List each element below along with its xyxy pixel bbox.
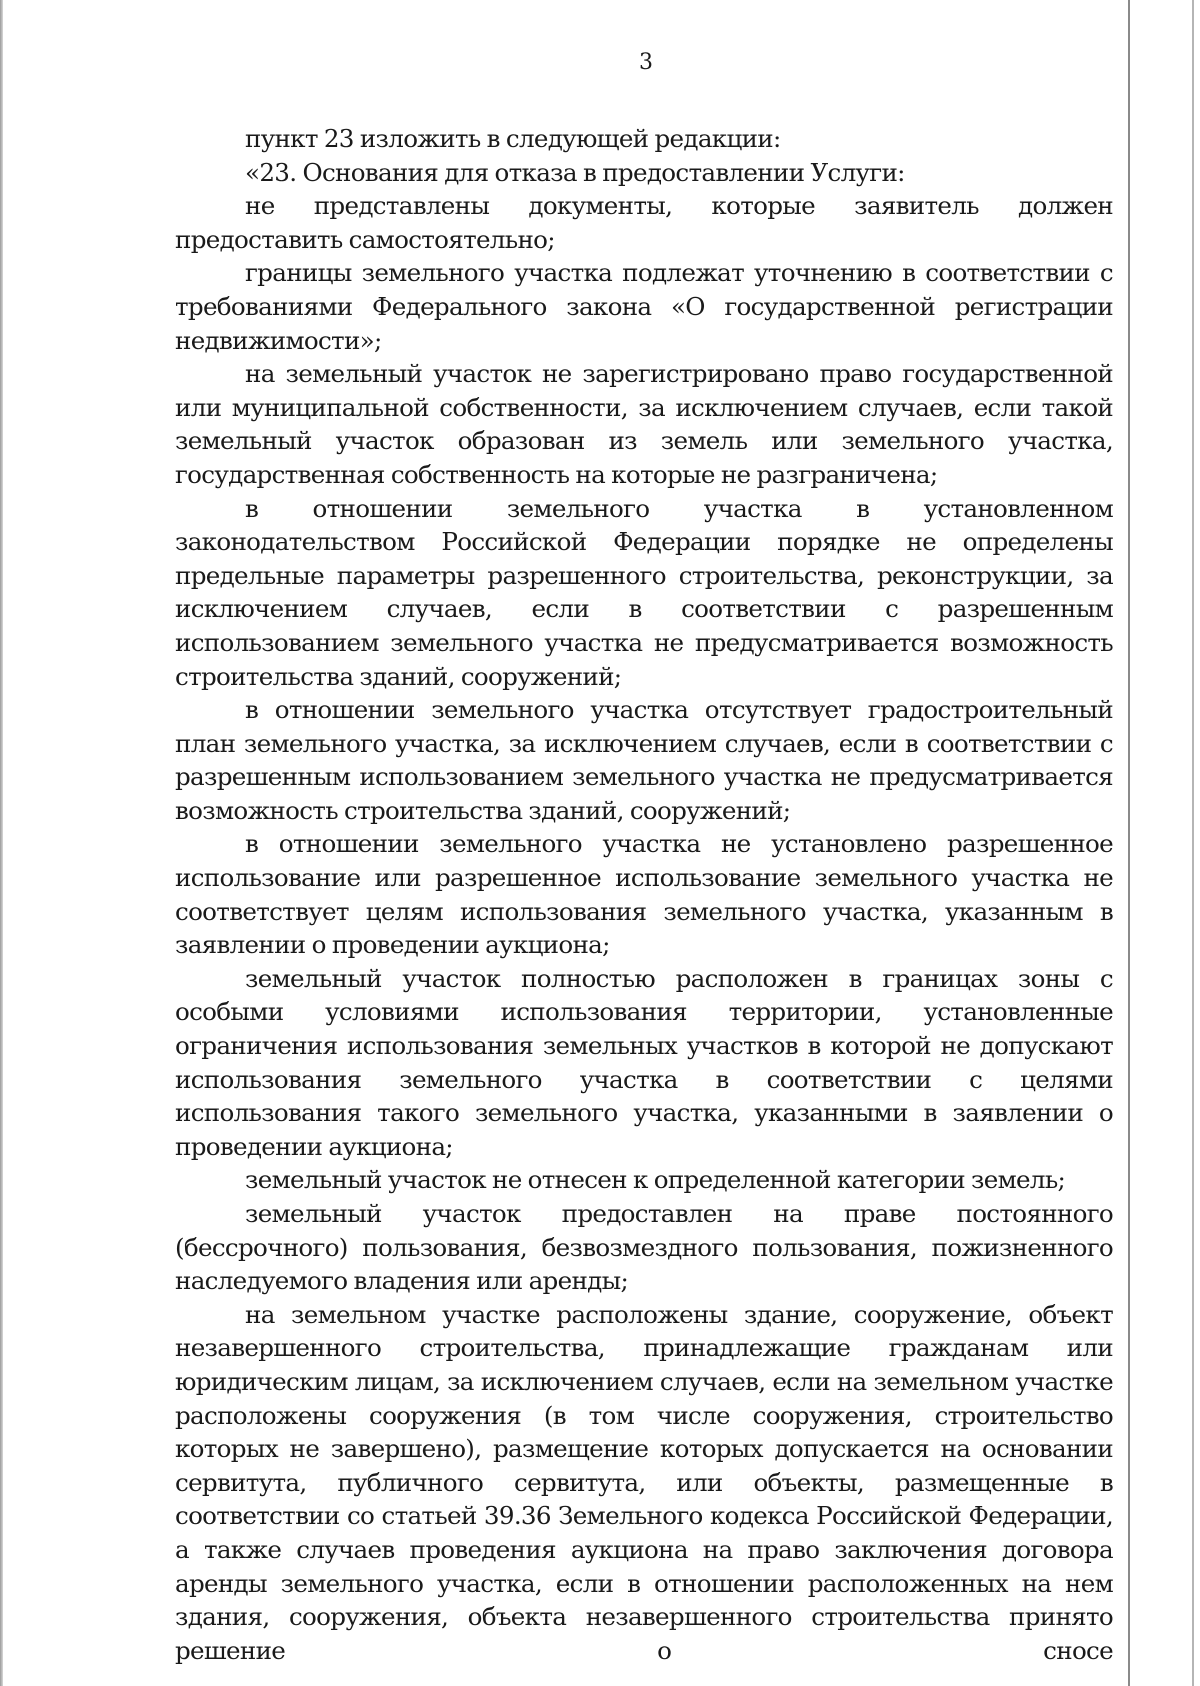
paragraph-ownership: на земельный участок не зарегистрировано право государственной или муниципальной собственности, за исключением случаев, если такой земельный участок образован из земель или земельного участка, государственная собственность на которые не разграничена; (175, 359, 1113, 489)
paragraph-documents: не представлены документы, которые заявитель должен предоставить самостоятельно; (175, 191, 1113, 254)
paragraph-land-rights: земельный участок предоставлен на праве постоянного (бессрочного) пользования, безвозмездного пользования, пожизненного наследуемого владения или аренды; (175, 1199, 1113, 1296)
paragraph-intro: пункт 23 изложить в следующей редакции: (245, 124, 781, 153)
document-body (175, 122, 1113, 1667)
page-number: 3 (639, 50, 653, 75)
paragraph-special-zone: земельный участок полностью расположен в границах зоны с особыми условиями использования территории, установленные ограничения использования земельных участков в которой не допускают использования земельного участка в соответствии с целями использования такого земельного участка, указанными в заявлении о проведении аукциона; (175, 963, 1113, 1161)
paragraph-boundaries: границы земельного участка подлежат уточнению в соответствии с требованиями Федерального закона «О государственной регистрации недвижимости»; (175, 258, 1113, 355)
paragraph-permitted-use: в отношении земельного участка не установлено разрешенное использование или разрешенное использование земельного участка не соответствует целям использования земельного участка, указанным в заявлении о проведении аукциона; (175, 829, 1113, 960)
paragraph-urban-plan: в отношении земельного участка отсутствует градостроительный план земельного участка, за исключением случаев, если в соответствии с разрешенным использованием земельного участка не предусматривается возможность строительства зданий, сооружений; (175, 695, 1113, 825)
paragraph-construction-params: в отношении земельного участка в установленном законодательством Российской Федерации порядке не определены предельные параметры разрешенного строительства, реконструкции, за исключением случаев, если в соответствии с разрешенным использованием земельного участка не предусматривается возможность строительства зданий, сооружений; (175, 493, 1113, 691)
paragraph-buildings: на земельном участке расположены здание, сооружение, объект незавершенного строительства, принадлежащие гражданам или юридическим лицам, за исключением случаев, если на земельном участке расположены сооружения (в том числе сооружения, строительство которых не завершено), размещение которых допускается на основании сервитута, публичного сервитута, или объекты, размещенные в соответствии со статьей 39.36 Земельного кодекса Российской Федерации, а также случаев проведения аукциона на право заключения договора аренды земельного участка, если в отношении расположенных на нем здания, сооружения, объекта незавершенного строительства принято решение о сносе (175, 1299, 1113, 1665)
scan-edge-left (0, 0, 3, 1686)
scan-edge-right-outer (1192, 0, 1194, 1686)
paragraph-heading-23: «23. Основания для отказа в предоставлении Услуги: (245, 157, 905, 187)
paragraph-land-category: земельный участок не отнесен к определенной категории земель; (245, 1165, 1066, 1195)
scan-edge-right (1128, 0, 1130, 1686)
